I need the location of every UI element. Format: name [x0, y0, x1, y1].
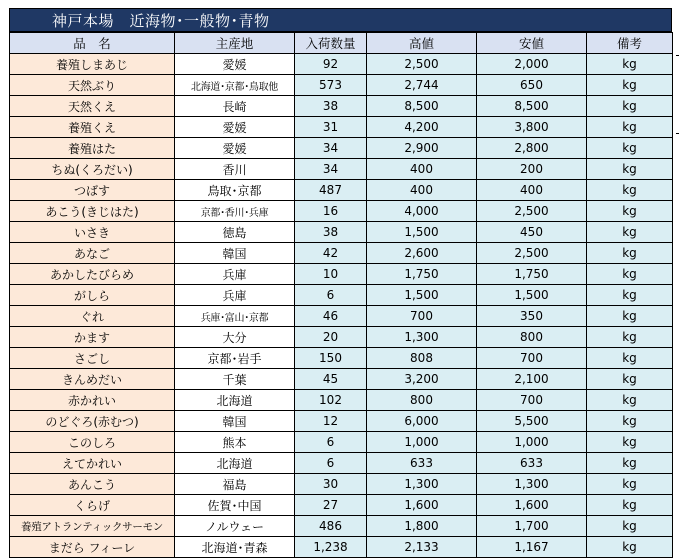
cell-low-price: 200: [477, 159, 587, 180]
cell-high-price: 4,000: [367, 201, 477, 222]
cell-unit: kg: [587, 495, 673, 516]
cell-unit: kg: [587, 306, 673, 327]
cell-unit: kg: [587, 75, 673, 96]
cell-origin: 徳島: [175, 222, 295, 243]
cell-name: ぐれ: [10, 306, 175, 327]
cell-origin: 千葉: [175, 369, 295, 390]
cell-origin: 愛媛: [175, 138, 295, 159]
cell-low-price: 1,300: [477, 474, 587, 495]
table-row: [10, 516, 673, 537]
cell-origin: 兵庫: [175, 264, 295, 285]
table-row: [10, 348, 673, 369]
header-name: 品 名: [10, 33, 175, 54]
cell-low-price: 1,750: [477, 264, 587, 285]
cell-high-price: 400: [367, 159, 477, 180]
cell-low-price: 8,500: [477, 96, 587, 117]
header-row: [10, 33, 673, 54]
cell-low-price: 1,167: [477, 537, 587, 558]
table-row: [10, 243, 673, 264]
cell-quantity: 27: [295, 495, 367, 516]
cell-origin: 大分: [175, 327, 295, 348]
cell-name: あんこう: [10, 474, 175, 495]
cell-high-price: 3,200: [367, 369, 477, 390]
cell-high-price: 6,000: [367, 411, 477, 432]
cell-high-price: 1,000: [367, 432, 477, 453]
table-row: [10, 96, 673, 117]
cell-high-price: 1,300: [367, 327, 477, 348]
cell-low-price: 3,800: [477, 117, 587, 138]
header-remarks: 備考: [587, 33, 673, 54]
cell-low-price: 1,000: [477, 432, 587, 453]
cell-high-price: 2,500: [367, 54, 477, 75]
cell-low-price: 400: [477, 180, 587, 201]
cell-unit: kg: [587, 243, 673, 264]
cell-quantity: 16: [295, 201, 367, 222]
table-body: [10, 54, 673, 558]
cell-name: 天然ぶり: [10, 75, 175, 96]
cell-unit: kg: [587, 390, 673, 411]
cell-name: いさき: [10, 222, 175, 243]
cell-name: あなご: [10, 243, 175, 264]
table-row: [10, 306, 673, 327]
table-row: [10, 117, 673, 138]
cell-high-price: 2,133: [367, 537, 477, 558]
cell-high-price: 400: [367, 180, 477, 201]
cell-origin: 韓国: [175, 411, 295, 432]
table-row: [10, 222, 673, 243]
cell-origin: 京都･香川･兵庫: [175, 201, 295, 222]
cell-origin: 佐賀･中国: [175, 495, 295, 516]
table-row: [10, 180, 673, 201]
table-row: [10, 264, 673, 285]
cell-unit: kg: [587, 201, 673, 222]
cell-quantity: 12: [295, 411, 367, 432]
cell-unit: kg: [587, 117, 673, 138]
cell-quantity: 486: [295, 516, 367, 537]
cell-name: 赤かれい: [10, 390, 175, 411]
cell-high-price: 633: [367, 453, 477, 474]
price-table: [9, 32, 673, 558]
cell-origin: 愛媛: [175, 54, 295, 75]
cell-unit: kg: [587, 516, 673, 537]
edge-mark: [676, 55, 679, 56]
table-row: [10, 138, 673, 159]
cell-high-price: 2,744: [367, 75, 477, 96]
cell-quantity: 31: [295, 117, 367, 138]
cell-low-price: 1,600: [477, 495, 587, 516]
cell-unit: kg: [587, 96, 673, 117]
cell-unit: kg: [587, 159, 673, 180]
table-row: [10, 411, 673, 432]
cell-quantity: 6: [295, 432, 367, 453]
cell-low-price: 5,500: [477, 411, 587, 432]
cell-unit: kg: [587, 369, 673, 390]
cell-name: きんめだい: [10, 369, 175, 390]
cell-name: あこう(きじはた): [10, 201, 175, 222]
cell-origin: 韓国: [175, 243, 295, 264]
table-row: [10, 390, 673, 411]
cell-origin: 福島: [175, 474, 295, 495]
cell-quantity: 34: [295, 138, 367, 159]
cell-low-price: 633: [477, 453, 587, 474]
cell-low-price: 800: [477, 327, 587, 348]
table-row: [10, 54, 673, 75]
cell-low-price: 700: [477, 348, 587, 369]
cell-high-price: 1,750: [367, 264, 477, 285]
cell-quantity: 10: [295, 264, 367, 285]
cell-origin: ノルウェー: [175, 516, 295, 537]
cell-unit: kg: [587, 264, 673, 285]
cell-unit: kg: [587, 474, 673, 495]
cell-low-price: 2,500: [477, 201, 587, 222]
table-row: [10, 369, 673, 390]
cell-origin: 北海道: [175, 390, 295, 411]
cell-origin: 兵庫･富山･京都: [175, 306, 295, 327]
table-row: [10, 432, 673, 453]
table-row: [10, 453, 673, 474]
cell-low-price: 1,700: [477, 516, 587, 537]
cell-unit: kg: [587, 222, 673, 243]
cell-low-price: 2,500: [477, 243, 587, 264]
cell-low-price: 450: [477, 222, 587, 243]
cell-origin: 北海道･青森: [175, 537, 295, 558]
cell-origin: 長崎: [175, 96, 295, 117]
cell-name: がしら: [10, 285, 175, 306]
cell-low-price: 2,000: [477, 54, 587, 75]
cell-high-price: 2,900: [367, 138, 477, 159]
cell-high-price: 8,500: [367, 96, 477, 117]
cell-name: ちぬ(くろだい): [10, 159, 175, 180]
cell-high-price: 2,600: [367, 243, 477, 264]
cell-name: えてかれい: [10, 453, 175, 474]
cell-unit: kg: [587, 180, 673, 201]
cell-unit: kg: [587, 537, 673, 558]
cell-unit: kg: [587, 138, 673, 159]
table-row: [10, 159, 673, 180]
cell-low-price: 700: [477, 390, 587, 411]
cell-high-price: 1,300: [367, 474, 477, 495]
cell-name: さごし: [10, 348, 175, 369]
cell-unit: kg: [587, 432, 673, 453]
header-low-price: 安値: [477, 33, 587, 54]
header-high-price: 高値: [367, 33, 477, 54]
cell-quantity: 20: [295, 327, 367, 348]
cell-origin: 愛媛: [175, 117, 295, 138]
table-row: [10, 327, 673, 348]
cell-high-price: 1,600: [367, 495, 477, 516]
cell-name: つばす: [10, 180, 175, 201]
cell-origin: 熊本: [175, 432, 295, 453]
cell-name: 養殖アトランティックサーモン: [10, 516, 175, 537]
cell-unit: kg: [587, 411, 673, 432]
cell-name: かます: [10, 327, 175, 348]
cell-high-price: 808: [367, 348, 477, 369]
cell-unit: kg: [587, 348, 673, 369]
cell-origin: 京都･岩手: [175, 348, 295, 369]
cell-name: くらげ: [10, 495, 175, 516]
cell-origin: 香川: [175, 159, 295, 180]
cell-quantity: 6: [295, 285, 367, 306]
cell-low-price: 2,100: [477, 369, 587, 390]
cell-quantity: 573: [295, 75, 367, 96]
cell-name: まだら フィーレ: [10, 537, 175, 558]
cell-high-price: 700: [367, 306, 477, 327]
cell-low-price: 350: [477, 306, 587, 327]
cell-low-price: 1,500: [477, 285, 587, 306]
cell-origin: 鳥取･京都: [175, 180, 295, 201]
cell-name: 天然くえ: [10, 96, 175, 117]
cell-name: のどぐろ(赤むつ): [10, 411, 175, 432]
cell-quantity: 150: [295, 348, 367, 369]
table-row: [10, 537, 673, 558]
cell-unit: kg: [587, 54, 673, 75]
table-row: [10, 495, 673, 516]
cell-origin: 北海道: [175, 453, 295, 474]
cell-high-price: 1,500: [367, 222, 477, 243]
cell-quantity: 46: [295, 306, 367, 327]
cell-high-price: 800: [367, 390, 477, 411]
cell-quantity: 1,238: [295, 537, 367, 558]
header-quantity: 入荷数量: [295, 33, 367, 54]
table-row: [10, 474, 673, 495]
cell-low-price: 2,800: [477, 138, 587, 159]
cell-quantity: 102: [295, 390, 367, 411]
cell-quantity: 42: [295, 243, 367, 264]
table-row: [10, 75, 673, 96]
sheet-title: 神戸本場 近海物･一般物･青物: [9, 8, 672, 32]
cell-unit: kg: [587, 327, 673, 348]
cell-quantity: 92: [295, 54, 367, 75]
cell-name: 養殖はた: [10, 138, 175, 159]
cell-quantity: 38: [295, 222, 367, 243]
cell-high-price: 4,200: [367, 117, 477, 138]
cell-unit: kg: [587, 285, 673, 306]
cell-quantity: 34: [295, 159, 367, 180]
cell-high-price: 1,800: [367, 516, 477, 537]
table-row: [10, 201, 673, 222]
cell-high-price: 1,500: [367, 285, 477, 306]
edge-mark: [676, 133, 679, 134]
cell-quantity: 487: [295, 180, 367, 201]
cell-quantity: 6: [295, 453, 367, 474]
cell-quantity: 30: [295, 474, 367, 495]
cell-name: 養殖くえ: [10, 117, 175, 138]
market-price-sheet: [9, 8, 672, 558]
cell-origin: 兵庫: [175, 285, 295, 306]
cell-quantity: 38: [295, 96, 367, 117]
cell-name: このしろ: [10, 432, 175, 453]
cell-unit: kg: [587, 453, 673, 474]
table-row: [10, 285, 673, 306]
cell-name: あかしたびらめ: [10, 264, 175, 285]
cell-low-price: 650: [477, 75, 587, 96]
cell-origin: 北海道･京都･鳥取他: [175, 75, 295, 96]
cell-name: 養殖しまあじ: [10, 54, 175, 75]
cell-quantity: 45: [295, 369, 367, 390]
header-origin: 主産地: [175, 33, 295, 54]
